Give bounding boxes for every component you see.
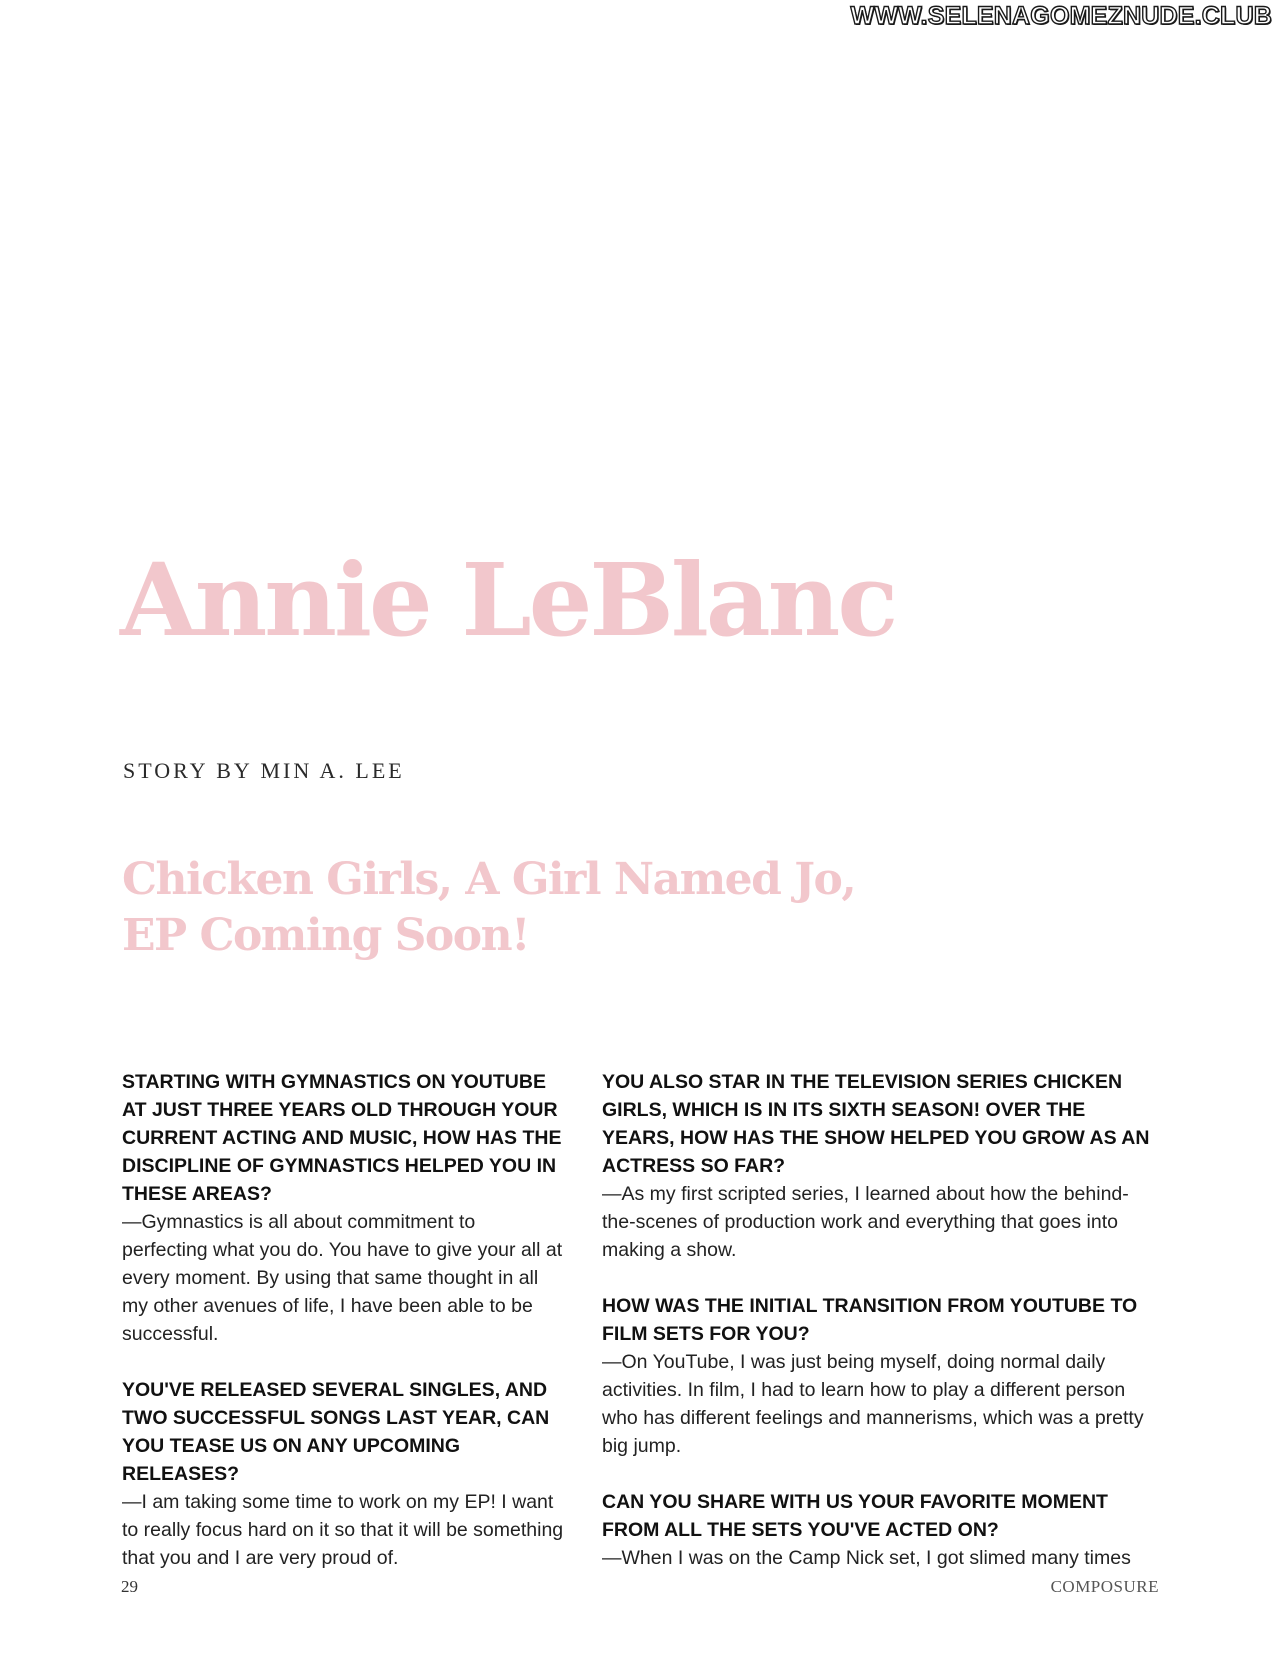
qa-block — [122, 1068, 564, 1348]
article-subtitle — [122, 852, 882, 964]
article-byline: STORY BY MIN A. LEE — [123, 758, 405, 783]
qa-block — [602, 1068, 1162, 1264]
interview-question: HOW WAS THE INITIAL TRANSITION FROM YOUTUBE TO FILM SETS FOR YOU? — [602, 1295, 1138, 1345]
interview-question: CAN YOU SHARE WITH US YOUR FAVORITE MOMENT FROM ALL THE SETS YOU'VE ACTED ON? — [602, 1491, 1108, 1541]
interview-answer: —As my first scripted series, I learned about how the behind-the-scenes of production work and everything that goes into making a show. — [602, 1183, 1129, 1261]
qa-block — [122, 1376, 564, 1572]
article-title: Annie LeBlanc — [120, 541, 896, 659]
qa-block — [602, 1488, 1162, 1572]
interview-answer: —When I was on the Camp Nick set, I got slimed many times — [602, 1547, 1131, 1569]
interview-question: YOU ALSO STAR IN THE TELEVISION SERIES CHICKEN GIRLS, WHICH IS IN ITS SIXTH SEASON! OVER THE YEARS, HOW HAS THE SHOW HELPED YOU GROW AS AN ACTRESS SO FAR? — [602, 1071, 1150, 1177]
qa-block — [602, 1292, 1162, 1460]
site-watermark: WWW.SELENAGOMEZNUDE.CLUB — [850, 2, 1272, 30]
left-column — [122, 1068, 564, 1600]
subtitle-line-2: EP Coming Soon! — [122, 910, 529, 961]
magazine-name: COMPOSURE — [1050, 1577, 1159, 1596]
interview-question: YOU'VE RELEASED SEVERAL SINGLES, AND TWO SUCCESSFUL SONGS LAST YEAR, CAN YOU TEASE US ON ANY UPCOMING RELEASES? — [122, 1379, 550, 1485]
interview-answer: —On YouTube, I was just being myself, doing normal daily activities. In film, I had to learn how to play a different person who has different feelings and mannerisms, which was a pretty big jump. — [602, 1351, 1144, 1457]
page-number: 29 — [121, 1577, 138, 1596]
subtitle-line-1: Chicken Girls, A Girl Named Jo, — [122, 854, 856, 905]
right-column — [602, 1068, 1162, 1600]
interview-answer: —Gymnastics is all about commitment to perfecting what you do. You have to give your all at every moment. By using that same thought in all my other avenues of life, I have been able to be successful. — [122, 1211, 563, 1345]
interview-question: STARTING WITH GYMNASTICS ON YOUTUBE AT JUST THREE YEARS OLD THROUGH YOUR CURRENT ACTING AND MUSIC, HOW HAS THE DISCIPLINE OF GYMNASTICS HELPED YOU IN THESE AREAS? — [122, 1071, 562, 1205]
interview-answer: —I am taking some time to work on my EP! I want to really focus hard on it so that it will be something that you and I are very proud of. — [122, 1491, 564, 1569]
